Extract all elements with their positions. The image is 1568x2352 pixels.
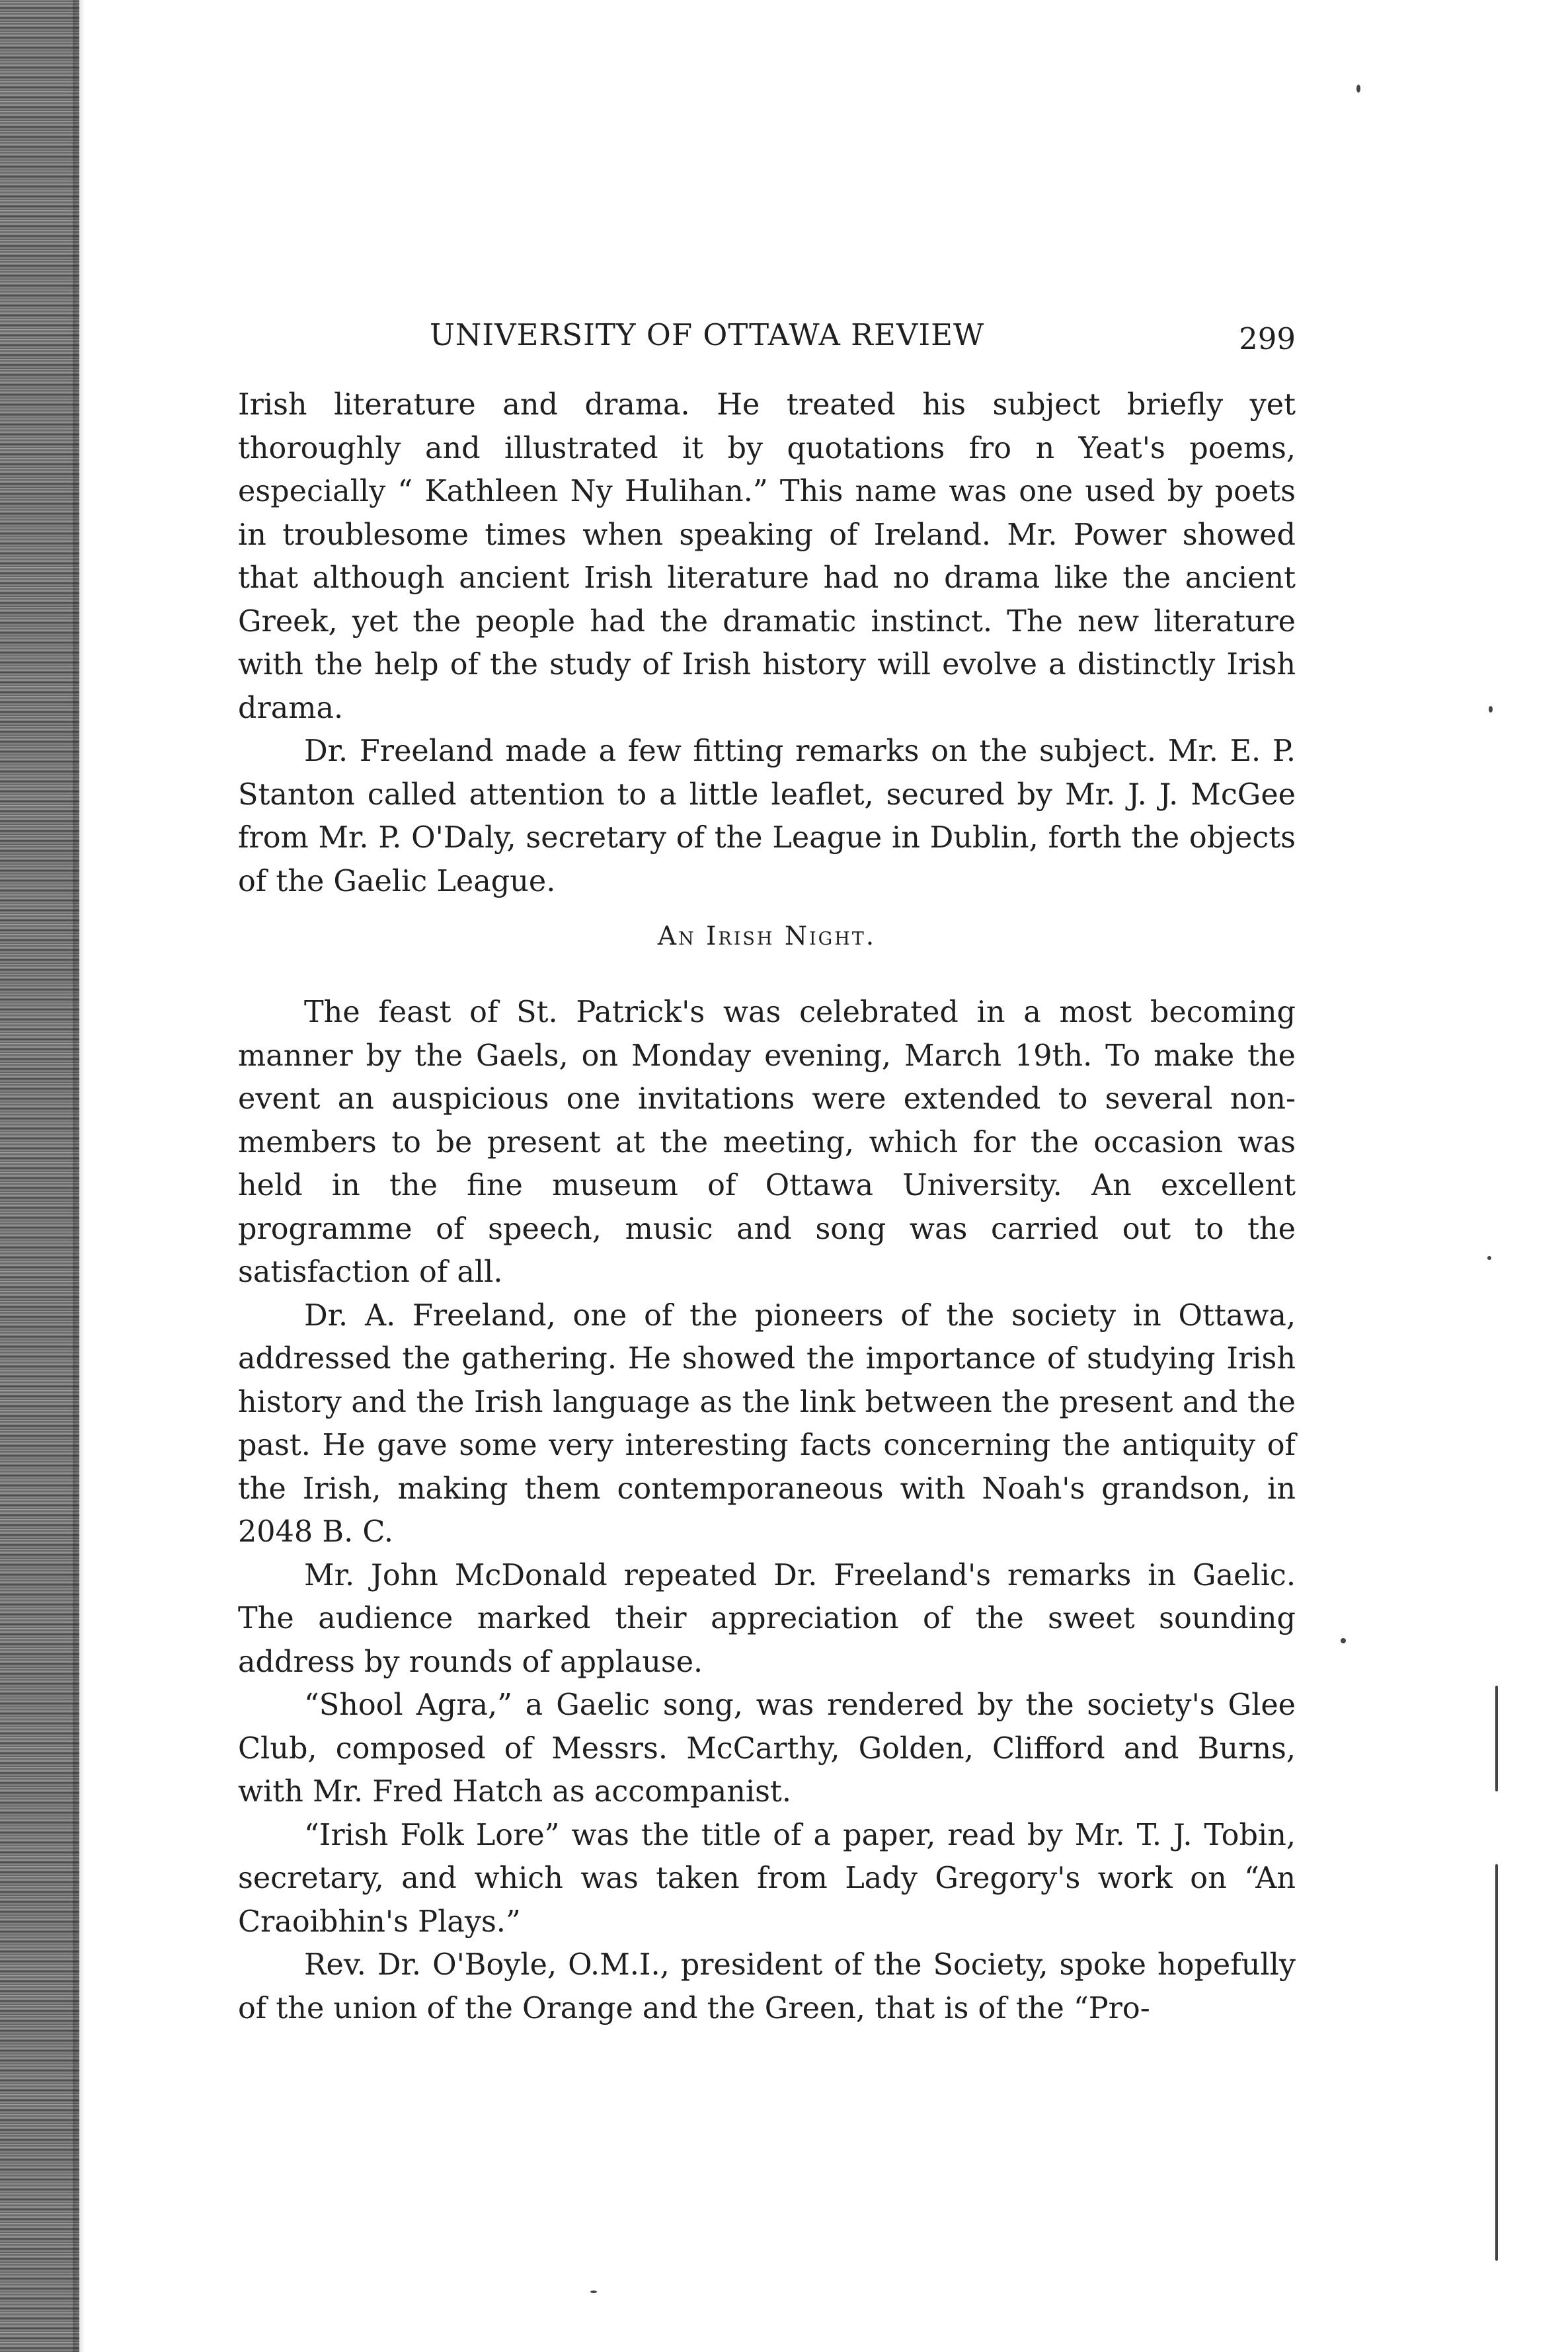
- paragraph: Rev. Dr. O'Boyle, O.M.I., president of the Society, spoke hopefully of the union of the Orange and the Green, that is of the “Pro-: [238, 1948, 1296, 2025]
- running-head: UNIVERSITY OF OTTAWA REVIEW: [430, 317, 985, 352]
- paragraph: Dr. A. Freeland, one of the pioneers of the society in Ottawa, addressed the gathering. He showed the importance of studying Irish history and the Irish language as the link between the present and the past. He gave some very interesting facts concerning the antiquity of the Irish, making them contemporaneous with Noah's grandson, in 2048 B. C.: [238, 1298, 1296, 1549]
- paragraph: “Shool Agra,” a Gaelic song, was rendered by the society's Glee Club, composed of Messrs. McCarthy, Golden, Clifford and Burns, with Mr. Fred Hatch as accompanist.: [238, 1688, 1296, 1809]
- scan-edge-shadow: [0, 0, 79, 2352]
- scan-speck: [1487, 1256, 1491, 1260]
- scan-speck: [1356, 85, 1360, 93]
- paragraph: Mr. John McDonald repeated Dr. Freeland's remarks in Gaelic. The audience marked their appreciation of the sweet sounding address by rounds of applause.: [238, 1558, 1296, 1679]
- paragraph: The feast of St. Patrick's was celebrated in a most becoming manner by the Gaels, on Monday evening, March 19th. To make the event an auspicious one invitations were extended to several non-members to be present at the meeting, which for the occasion was held in the fine museum of Ottawa University. An excellent programme of speech, music and song was carried out to the satisfaction of all.: [238, 996, 1296, 1289]
- body-text: [238, 383, 1296, 2030]
- section-title: An Irish Night.: [657, 921, 877, 951]
- scan-speck: [1489, 706, 1493, 713]
- paragraph: Irish literature and drama. He treated his subject briefly yet thoroughly and illustrated it by quotations fro n Yeat's poems, especially “ Kathleen Ny Hulihan.” This name was one used by poets in troublesome times when speaking of Ireland. Mr. Power showed that although ancient Irish literature had no drama like the ancient Greek, yet the people had the dramatic instinct. The new literature with the help of the study of Irish history will evolve a distinctly Irish drama.: [238, 388, 1296, 725]
- paragraph: Dr. Freeland made a few fitting remarks on the subject. Mr. E. P. Stanton called attention to a little leaflet, secured by Mr. J. J. McGee from Mr. P. O'Daly, secretary of the League in Dublin, forth the objects of the Gaelic League.: [238, 734, 1296, 898]
- paragraph: “Irish Folk Lore” was the title of a paper, read by Mr. T. J. Tobin, secretary, and which was taken from Lady Gregory's work on “An Craoibhin's Plays.”: [238, 1818, 1296, 1939]
- scan-speck: [1341, 1638, 1346, 1643]
- page-number: 299: [1239, 321, 1296, 356]
- scan-speck: [590, 2291, 597, 2293]
- scan-speck: [1495, 1686, 1498, 1791]
- scan-edge-gradient: [73, 0, 85, 2352]
- page-header: [238, 311, 1296, 383]
- scan-speck: [1495, 1864, 1498, 2261]
- page: [238, 311, 1296, 2030]
